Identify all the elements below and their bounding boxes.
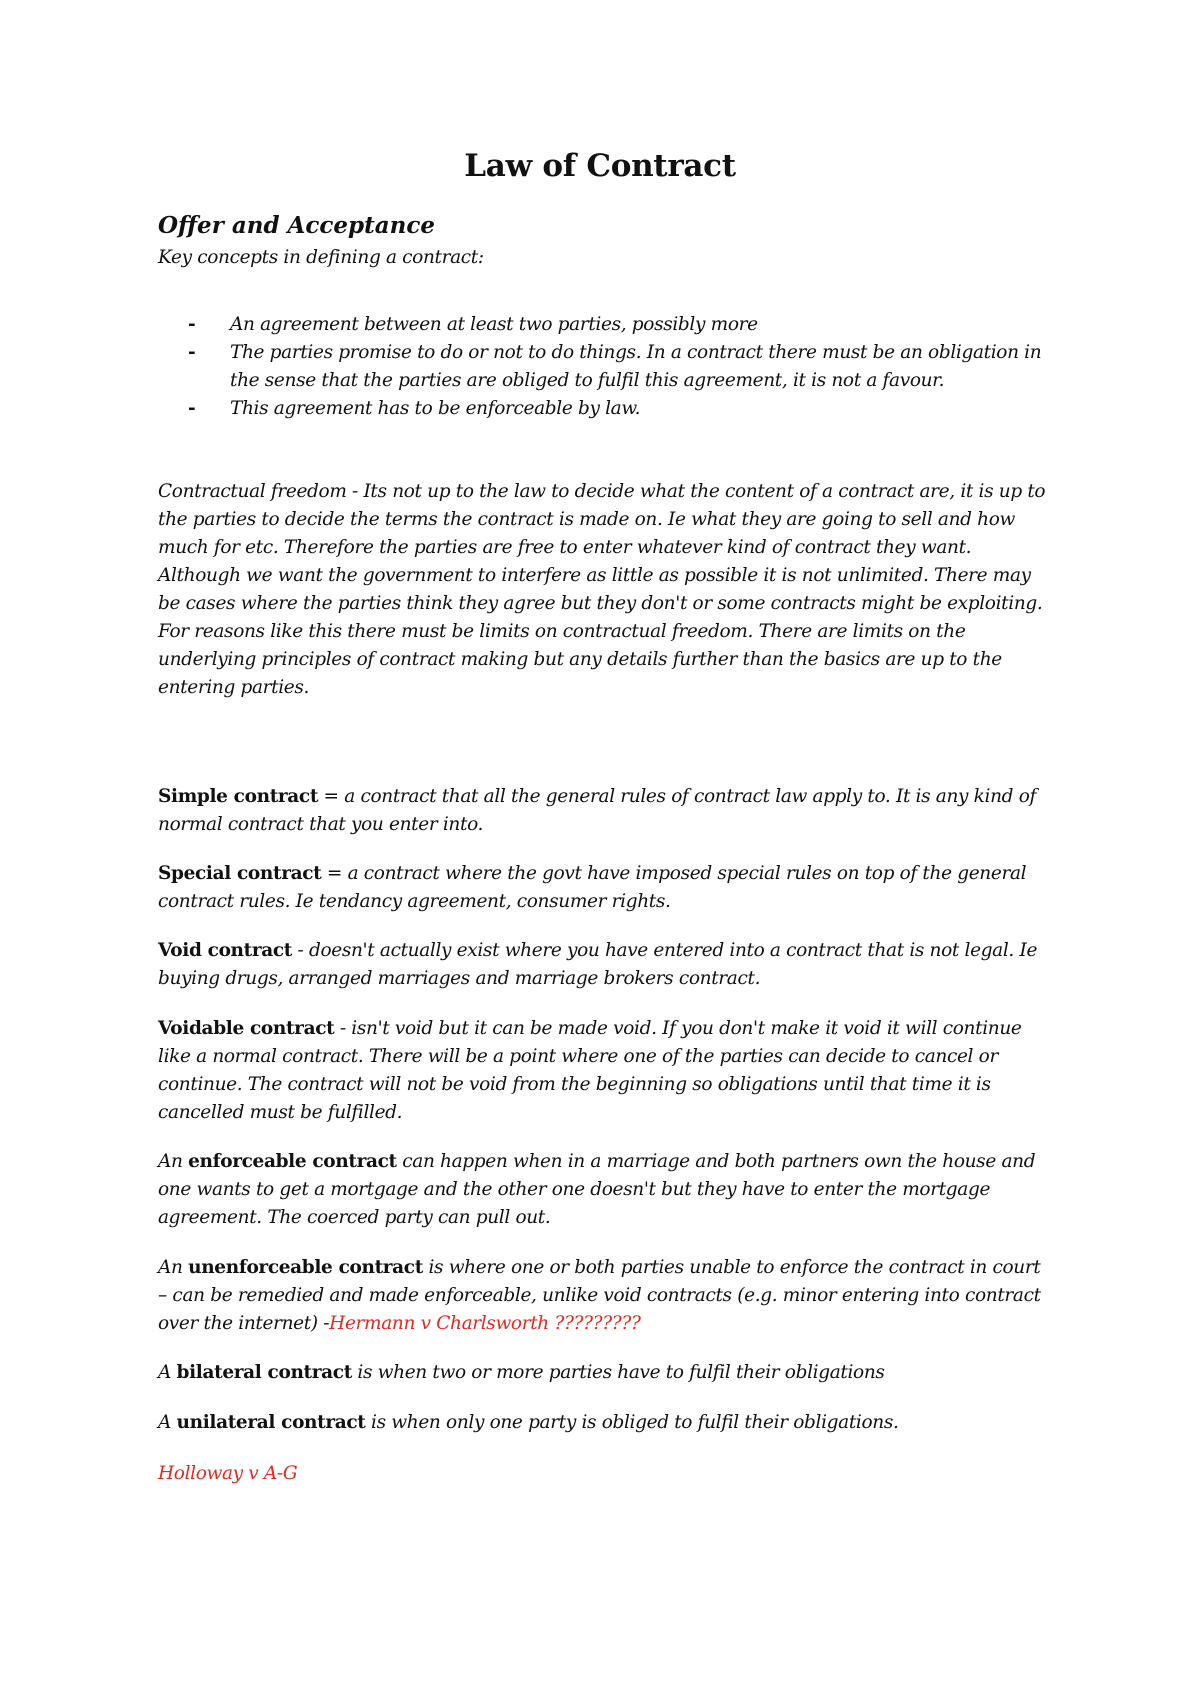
definition-term: enforceable contract <box>188 1151 397 1172</box>
definition-void <box>158 937 1048 993</box>
case-reference-holloway: Holloway v A-G <box>158 1463 298 1484</box>
freedom-text-2: Although we want the government to interfere as little as possible it is not unlimited. There may be cases where the parties think they agree but they don't or some contracts might be exploiting. For reasons like this there must be limits on contractual freedom. There are limits on the underlying principles of contract making but any details further than the basics are up to the entering parties. <box>158 565 1043 698</box>
definition-special <box>158 860 1048 916</box>
dash-bullet-icon: - <box>188 342 196 363</box>
definition-simple <box>158 783 1048 839</box>
list-item <box>158 339 1058 395</box>
case-reference-hermann: Hermann v Charlsworth ????????? <box>329 1313 641 1334</box>
definition-prefix: An <box>158 1151 189 1172</box>
dash-bullet-icon: - <box>188 398 196 419</box>
intro-text: Key concepts in defining a contract: <box>158 247 484 268</box>
list-item-text: The parties promise to do or not to do things. In a contract there must be an obligation in the sense that the parties are obliged to fulfil this agreement, it is not a favour. <box>230 342 1042 391</box>
definition-voidable <box>158 1015 1048 1127</box>
definition-term: Void contract <box>158 940 292 961</box>
definition-term: unilateral contract <box>176 1412 366 1433</box>
definition-text: can happen when in a marriage and both partners own the house and one wants to get a mortgage and the other one doesn't but they have to enter the mortgage agreement. The coerced party can pull out. <box>158 1151 1036 1228</box>
freedom-text-1: Contractual freedom - Its not up to the law to decide what the content of a contract are, it is up to the parties to decide the terms the contract is made on. Ie what they are going to sell and how much for etc. Therefore the parties are free to enter whatever kind of contract they want. <box>158 481 1046 558</box>
definition-unenforceable <box>158 1254 1048 1338</box>
key-concepts-list <box>158 311 1058 423</box>
definition-prefix: A <box>158 1412 177 1433</box>
definition-term: bilateral contract <box>176 1362 352 1383</box>
dash-bullet-icon: - <box>188 314 196 335</box>
definition-prefix: An <box>158 1257 189 1278</box>
definition-term: Voidable contract <box>158 1018 335 1039</box>
definition-text: is when only one party is obliged to fulfil their obligations. <box>365 1412 899 1433</box>
definition-enforceable <box>158 1148 1048 1232</box>
definition-text: - isn't void but it can be made void. If you don't make it void it will continue like a normal contract. There will be a point where one of the parties can decide to cancel or continue. The contract will not be void from the beginning so obligations until that time it is cancelled must be fulfilled. <box>158 1018 1022 1123</box>
list-item <box>158 395 1058 423</box>
definition-text: = a contract that all the general rules of contract law apply to. It is any kind of normal contract that you enter into. <box>158 786 1036 835</box>
definition-prefix: A <box>158 1362 177 1383</box>
section-heading: Offer and Acceptance <box>158 212 435 239</box>
contractual-freedom-paragraph <box>158 478 1048 702</box>
definition-term: Special contract <box>158 863 322 884</box>
list-item-text: An agreement between at least two parties, possibly more <box>230 314 758 335</box>
document-title: Law of Contract <box>464 148 736 184</box>
definition-text: = a contract where the govt have imposed special rules on top of the general contract rules. Ie tendancy agreement, consumer rights. <box>158 863 1027 912</box>
definition-text: is where one or both parties unable to enforce the contract in court – can be remedied and made enforceable, unlike void contracts (e.g. minor entering into contract over the internet) - <box>158 1257 1041 1334</box>
list-item-text: This agreement has to be enforceable by law. <box>230 398 641 419</box>
definition-text: is when two or more parties have to fulfil their obligations <box>351 1362 885 1383</box>
definition-unilateral <box>158 1409 1048 1437</box>
definition-bilateral <box>158 1359 1048 1387</box>
definition-term: Simple contract <box>158 786 319 807</box>
definition-text: - doesn't actually exist where you have entered into a contract that is not legal. Ie buying drugs, arranged marriages and marriage brokers contract. <box>158 940 1038 989</box>
definition-term: unenforceable contract <box>188 1257 423 1278</box>
list-item <box>158 311 1058 339</box>
